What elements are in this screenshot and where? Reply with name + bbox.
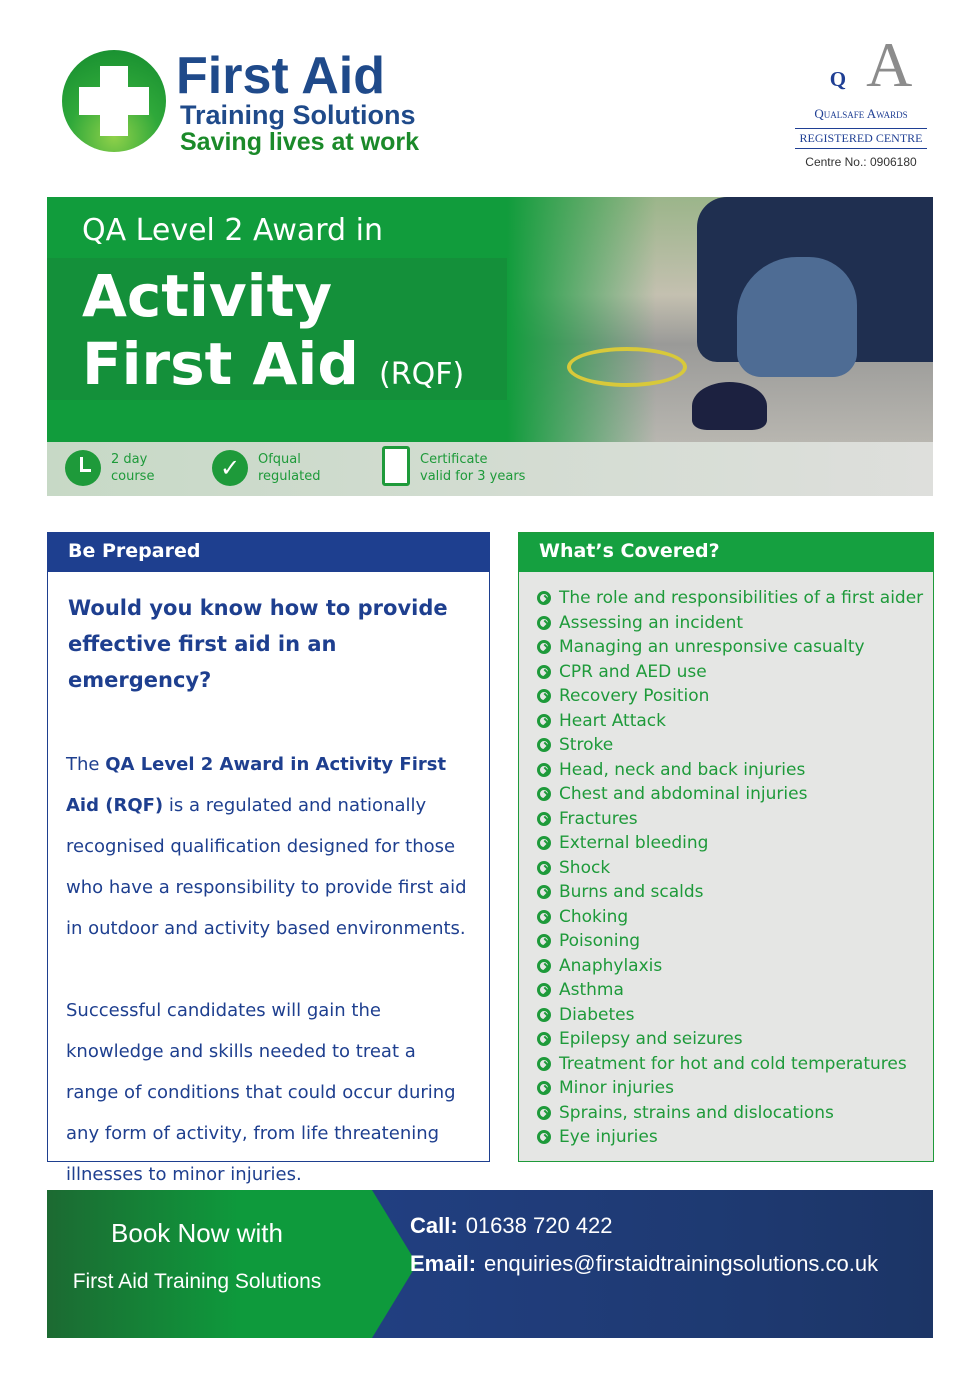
arrow-circle-icon xyxy=(537,1106,551,1120)
topic-item xyxy=(537,1052,933,1077)
feature-ofqual xyxy=(212,450,320,486)
topic-item xyxy=(537,978,933,1003)
arrow-circle-icon xyxy=(537,934,551,948)
feature-text: valid for 3 years xyxy=(420,469,526,484)
phone-number[interactable]: 01638 720 422 xyxy=(465,1213,613,1238)
topic-label: Asthma xyxy=(559,980,624,1000)
topic-label: Sprains, strains and dislocations xyxy=(559,1102,834,1123)
topic-item xyxy=(537,1101,933,1126)
topic-label: Choking xyxy=(559,906,629,927)
arrow-circle-icon xyxy=(537,861,551,875)
arrow-circle-icon xyxy=(537,1008,551,1022)
topic-item xyxy=(537,782,933,807)
clock-icon xyxy=(65,450,101,486)
arrow-circle-icon xyxy=(537,1130,551,1144)
topic-label: Poisoning xyxy=(559,931,641,951)
topic-label: Chest and abdominal injuries xyxy=(559,784,808,804)
topic-label: Diabetes xyxy=(559,1004,635,1025)
qa-registered: REGISTERED CENTRE xyxy=(795,128,927,149)
qa-name: Qualsafe Awards xyxy=(814,106,908,121)
topic-label: External bleeding xyxy=(559,833,709,853)
email-link[interactable]: enquiries@firstaidtrainingsolutions.co.uk xyxy=(484,1251,879,1276)
topic-item xyxy=(537,1027,933,1052)
topic-label: CPR and AED use xyxy=(559,661,707,682)
topic-label: Heart Attack xyxy=(559,710,666,731)
company-name: First Aid Training Solutions xyxy=(72,1270,322,1293)
feature-certificate xyxy=(382,450,525,486)
be-prepared-panel xyxy=(47,532,490,1185)
logo-tagline: Saving lives at work xyxy=(180,128,419,156)
check-badge-icon: ✓ xyxy=(212,450,248,486)
book-now-text: Book Now with xyxy=(111,1218,283,1248)
feature-text: course xyxy=(111,469,155,484)
topic-label: Fractures xyxy=(559,808,638,829)
banner-title xyxy=(82,262,464,398)
arrow-circle-icon xyxy=(537,812,551,826)
topic-label: Managing an unresponsive casualty xyxy=(559,637,865,657)
arrow-circle-icon xyxy=(537,836,551,850)
topic-item xyxy=(537,929,933,954)
topic-item xyxy=(537,684,933,709)
phone-line: Call: 01638 720 422 xyxy=(410,1213,613,1238)
topic-item xyxy=(537,733,933,758)
arrow-circle-icon xyxy=(537,1057,551,1071)
topic-label: The role and responsibilities of a first aider xyxy=(559,588,924,608)
topic-item xyxy=(537,758,933,783)
topic-item xyxy=(537,856,933,881)
banner-pre-title: QA Level 2 Award in xyxy=(82,213,383,248)
outcome-paragraph: Successful candidates will gain the knowledge and skills needed to treat a range of conditions that could occur during any form of activity, from life threatening illnesses to minor injuries. xyxy=(66,1000,456,1185)
topic-item xyxy=(537,831,933,856)
topic-label: Epilepsy and seizures xyxy=(559,1029,743,1049)
arrow-circle-icon xyxy=(537,640,551,654)
arrow-circle-icon xyxy=(537,689,551,703)
topic-label: Assessing an incident xyxy=(559,612,744,633)
topic-label: Shock xyxy=(559,857,611,878)
panel-header: Be Prepared xyxy=(48,533,489,572)
topic-item xyxy=(537,905,933,930)
topic-item xyxy=(537,660,933,685)
topic-item xyxy=(537,1125,933,1150)
logo-title: First Aid xyxy=(176,47,385,105)
feature-text: regulated xyxy=(258,469,321,484)
email-line: Email: enquiries@firstaidtrainingsolutions.co.uk xyxy=(410,1251,879,1276)
qa-logo-q: Q xyxy=(829,67,847,91)
topic-item xyxy=(537,807,933,832)
topic-label: Head, neck and back injuries xyxy=(559,759,806,780)
topic-item xyxy=(537,709,933,734)
arrow-circle-icon xyxy=(537,714,551,728)
topic-label: Recovery Position xyxy=(559,686,710,706)
arrow-circle-icon xyxy=(537,665,551,679)
intro-question: Would you know how to provide effective first aid in an emergency? xyxy=(68,596,448,692)
logo-subtitle: Training Solutions xyxy=(180,100,416,130)
arrow-circle-icon xyxy=(537,616,551,630)
features-strip xyxy=(47,442,933,496)
banner-title-line2: First Aid xyxy=(82,330,359,398)
topic-label: Minor injuries xyxy=(559,1078,674,1098)
arrow-circle-icon xyxy=(537,885,551,899)
qa-centre-no: Centre No.: 0906180 xyxy=(805,155,917,169)
panel-header: What’s Covered? xyxy=(519,533,933,572)
feature-duration xyxy=(65,450,154,486)
arrow-circle-icon xyxy=(537,763,551,777)
description-paragraph: The QA Level 2 Award in Activity First Aid (RQF) is a regulated and nationally recognised qualification designed for those who have a responsibility to provide first aid in outdoor and activity based environments. xyxy=(66,754,467,939)
feature-text: Ofqual xyxy=(258,452,301,467)
arrow-circle-icon xyxy=(537,1032,551,1046)
arrow-circle-icon xyxy=(537,983,551,997)
topic-item xyxy=(537,1076,933,1101)
arrow-circle-icon xyxy=(537,738,551,752)
arrow-circle-icon xyxy=(537,910,551,924)
topic-list xyxy=(537,586,933,1150)
first-aid-cross-logo-icon xyxy=(62,50,166,152)
topic-label: Burns and scalds xyxy=(559,882,704,902)
topic-item xyxy=(537,586,933,611)
injured-cyclist-image xyxy=(737,257,857,377)
feature-text: Certificate xyxy=(420,452,488,467)
banner-title-line1: Activity xyxy=(82,262,333,330)
qa-logo xyxy=(775,28,947,169)
qa-logo-a: A xyxy=(866,29,913,100)
arrow-circle-icon xyxy=(537,1081,551,1095)
topic-item xyxy=(537,1003,933,1028)
whats-covered-panel xyxy=(518,532,934,1162)
topic-label: Anaphylaxis xyxy=(559,955,663,976)
topic-label: Eye injuries xyxy=(559,1127,658,1147)
topic-item xyxy=(537,635,933,660)
arrow-circle-icon xyxy=(537,591,551,605)
arrow-circle-icon xyxy=(537,959,551,973)
bicycle-image xyxy=(567,347,687,387)
arrow-circle-icon xyxy=(537,787,551,801)
topic-item xyxy=(537,611,933,636)
certificate-icon xyxy=(382,446,410,486)
topic-label: Treatment for hot and cold temperatures xyxy=(559,1053,907,1074)
topic-label: Stroke xyxy=(559,735,614,755)
banner-suffix: (RQF) xyxy=(379,357,465,392)
feature-text: 2 day xyxy=(111,452,148,467)
topic-item xyxy=(537,954,933,979)
helmet-image xyxy=(692,382,767,430)
topic-item xyxy=(537,880,933,905)
